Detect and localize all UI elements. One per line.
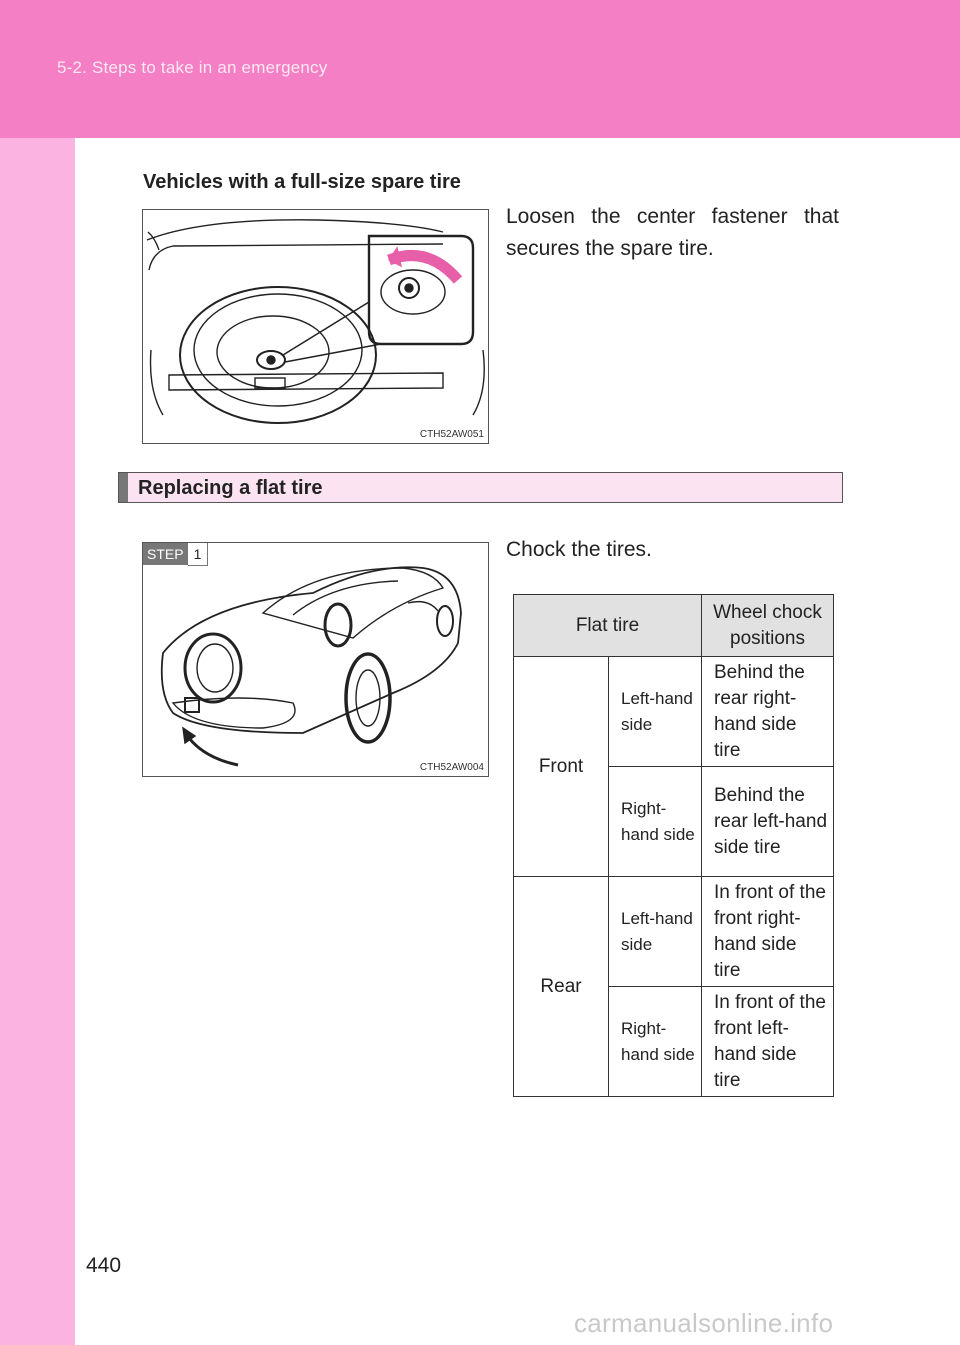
table-row <box>514 877 834 987</box>
section-heading: Vehicles with a full-size spare tire <box>143 171 461 193</box>
watermark: carmanualsonline.info <box>574 1308 834 1338</box>
topic-marker <box>119 473 128 502</box>
topic-title: Replacing a flat tire <box>138 477 323 499</box>
position-cell: Front <box>514 657 609 877</box>
side-cell: Left-hand side <box>609 877 702 987</box>
topic-bar <box>118 472 843 503</box>
step-word: STEP <box>143 543 188 565</box>
car-illustration <box>143 543 488 776</box>
header-flat-tire: Flat tire <box>514 595 702 657</box>
chock-cell: Behind the rear right-hand side tire <box>702 657 834 767</box>
side-cell: Right-hand side <box>609 767 702 877</box>
page-number: 440 <box>86 1254 122 1277</box>
breadcrumb: 5-2. Steps to take in an emergency <box>57 58 328 77</box>
table-header-row <box>514 595 834 657</box>
header-chock-positions: Wheel chock positions <box>702 595 834 657</box>
step-badge <box>143 543 208 565</box>
chock-cell: In front of the front right-hand side tire <box>702 877 834 987</box>
side-cell: Right-hand side <box>609 987 702 1097</box>
chock-cell: Behind the rear left-hand side tire <box>702 767 834 877</box>
side-cell: Left-hand side <box>609 657 702 767</box>
spare-tire-figure <box>142 209 489 444</box>
spare-tire-illustration <box>143 210 488 443</box>
step-number: 1 <box>188 543 209 566</box>
side-band <box>0 138 75 1345</box>
position-cell: Rear <box>514 877 609 1097</box>
instruction-text: Loosen the center fastener that secures the spare tire. <box>506 205 839 260</box>
chock-table <box>513 594 834 1097</box>
step-instruction-text: Chock the tires. <box>506 538 652 561</box>
chock-cell: In front of the front left-hand side tire <box>702 987 834 1097</box>
table-row <box>514 657 834 767</box>
figure-code: CTH52AW004 <box>419 762 484 773</box>
figure-code: CTH52AW051 <box>419 429 484 440</box>
chock-figure <box>142 542 489 777</box>
